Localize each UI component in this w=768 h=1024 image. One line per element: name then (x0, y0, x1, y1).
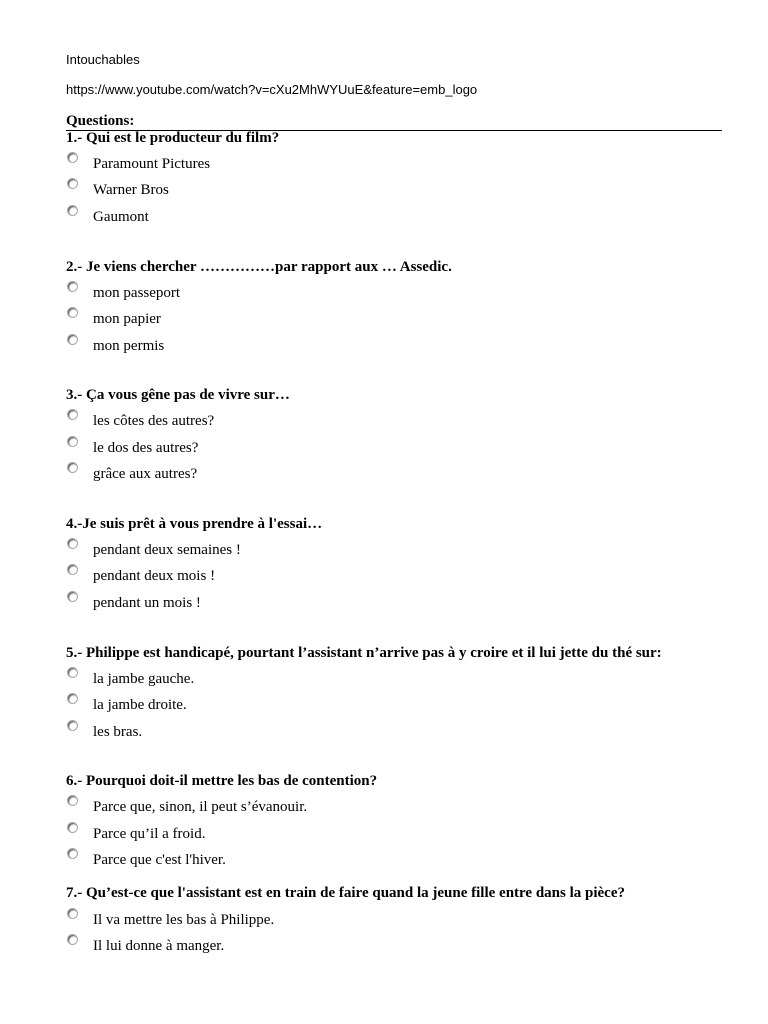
option-label: mon permis (93, 338, 165, 354)
option-label: mon papier (93, 311, 161, 327)
option-label: mon passeport (93, 285, 181, 301)
option-label: Parce que c'est l'hiver. (93, 852, 226, 868)
radio-button-icon[interactable] (67, 307, 78, 318)
radio-button-icon[interactable] (67, 334, 78, 345)
option-label: pendant deux semaines ! (93, 542, 241, 558)
radio-button-icon[interactable] (67, 693, 78, 704)
question-7-text: 7.- Qu’est-ce que l'assistant est en train de faire quand la jeune fille entre dans la pièce? (66, 885, 625, 901)
radio-button-icon[interactable] (67, 934, 78, 945)
option-label: pendant deux mois ! (93, 568, 216, 584)
option-label: Warner Bros (93, 182, 169, 198)
option-label: pendant un mois ! (93, 595, 201, 611)
document-title: Intouchables (66, 52, 140, 67)
video-link[interactable]: https://www.youtube.com/watch?v=cXu2MhWYUuE&feature=emb_logo (66, 82, 478, 97)
question-6-text: 6.- Pourquoi doit-il mettre les bas de contention? (66, 773, 378, 789)
radio-button-icon[interactable] (67, 436, 78, 447)
question-1-text: 1.- Qui est le producteur du film? (66, 130, 280, 146)
option-label: les côtes des autres? (93, 413, 215, 429)
radio-button-icon[interactable] (67, 409, 78, 420)
radio-button-icon[interactable] (67, 848, 78, 859)
option-label: la jambe droite. (93, 697, 187, 713)
radio-button-icon[interactable] (67, 667, 78, 678)
radio-button-icon[interactable] (67, 152, 78, 163)
radio-button-icon[interactable] (67, 908, 78, 919)
question-2-text: 2.- Je viens chercher ……………par rapport aux … Assedic. (66, 259, 452, 275)
option-label: la jambe gauche. (93, 671, 195, 687)
option-label: Gaumont (93, 209, 149, 225)
question-3-text: 3.- Ça vous gêne pas de vivre sur… (66, 387, 290, 403)
question-5-text: 5.- Philippe est handicapé, pourtant l’assistant n’arrive pas à y croire et il lui jette du thé sur: (66, 645, 662, 661)
option-label: Il va mettre les bas à Philippe. (93, 912, 275, 928)
radio-button-icon[interactable] (67, 205, 78, 216)
radio-button-icon[interactable] (67, 591, 78, 602)
radio-button-icon[interactable] (67, 178, 78, 189)
option-label: grâce aux autres? (93, 466, 198, 482)
radio-button-icon[interactable] (67, 281, 78, 292)
radio-button-icon[interactable] (67, 720, 78, 731)
radio-button-icon[interactable] (67, 822, 78, 833)
questions-heading: Questions: (66, 113, 722, 131)
radio-button-icon[interactable] (67, 462, 78, 473)
option-label: le dos des autres? (93, 440, 199, 456)
option-label: Parce que, sinon, il peut s’évanouir. (93, 799, 308, 815)
option-label: Il lui donne à manger. (93, 938, 225, 954)
radio-button-icon[interactable] (67, 564, 78, 575)
option-label: les bras. (93, 724, 143, 740)
question-4-text: 4.-Je suis prêt à vous prendre à l'essai… (66, 516, 323, 532)
radio-button-icon[interactable] (67, 538, 78, 549)
option-label: Parce qu’il a froid. (93, 826, 206, 842)
option-label: Paramount Pictures (93, 156, 211, 172)
radio-button-icon[interactable] (67, 795, 78, 806)
